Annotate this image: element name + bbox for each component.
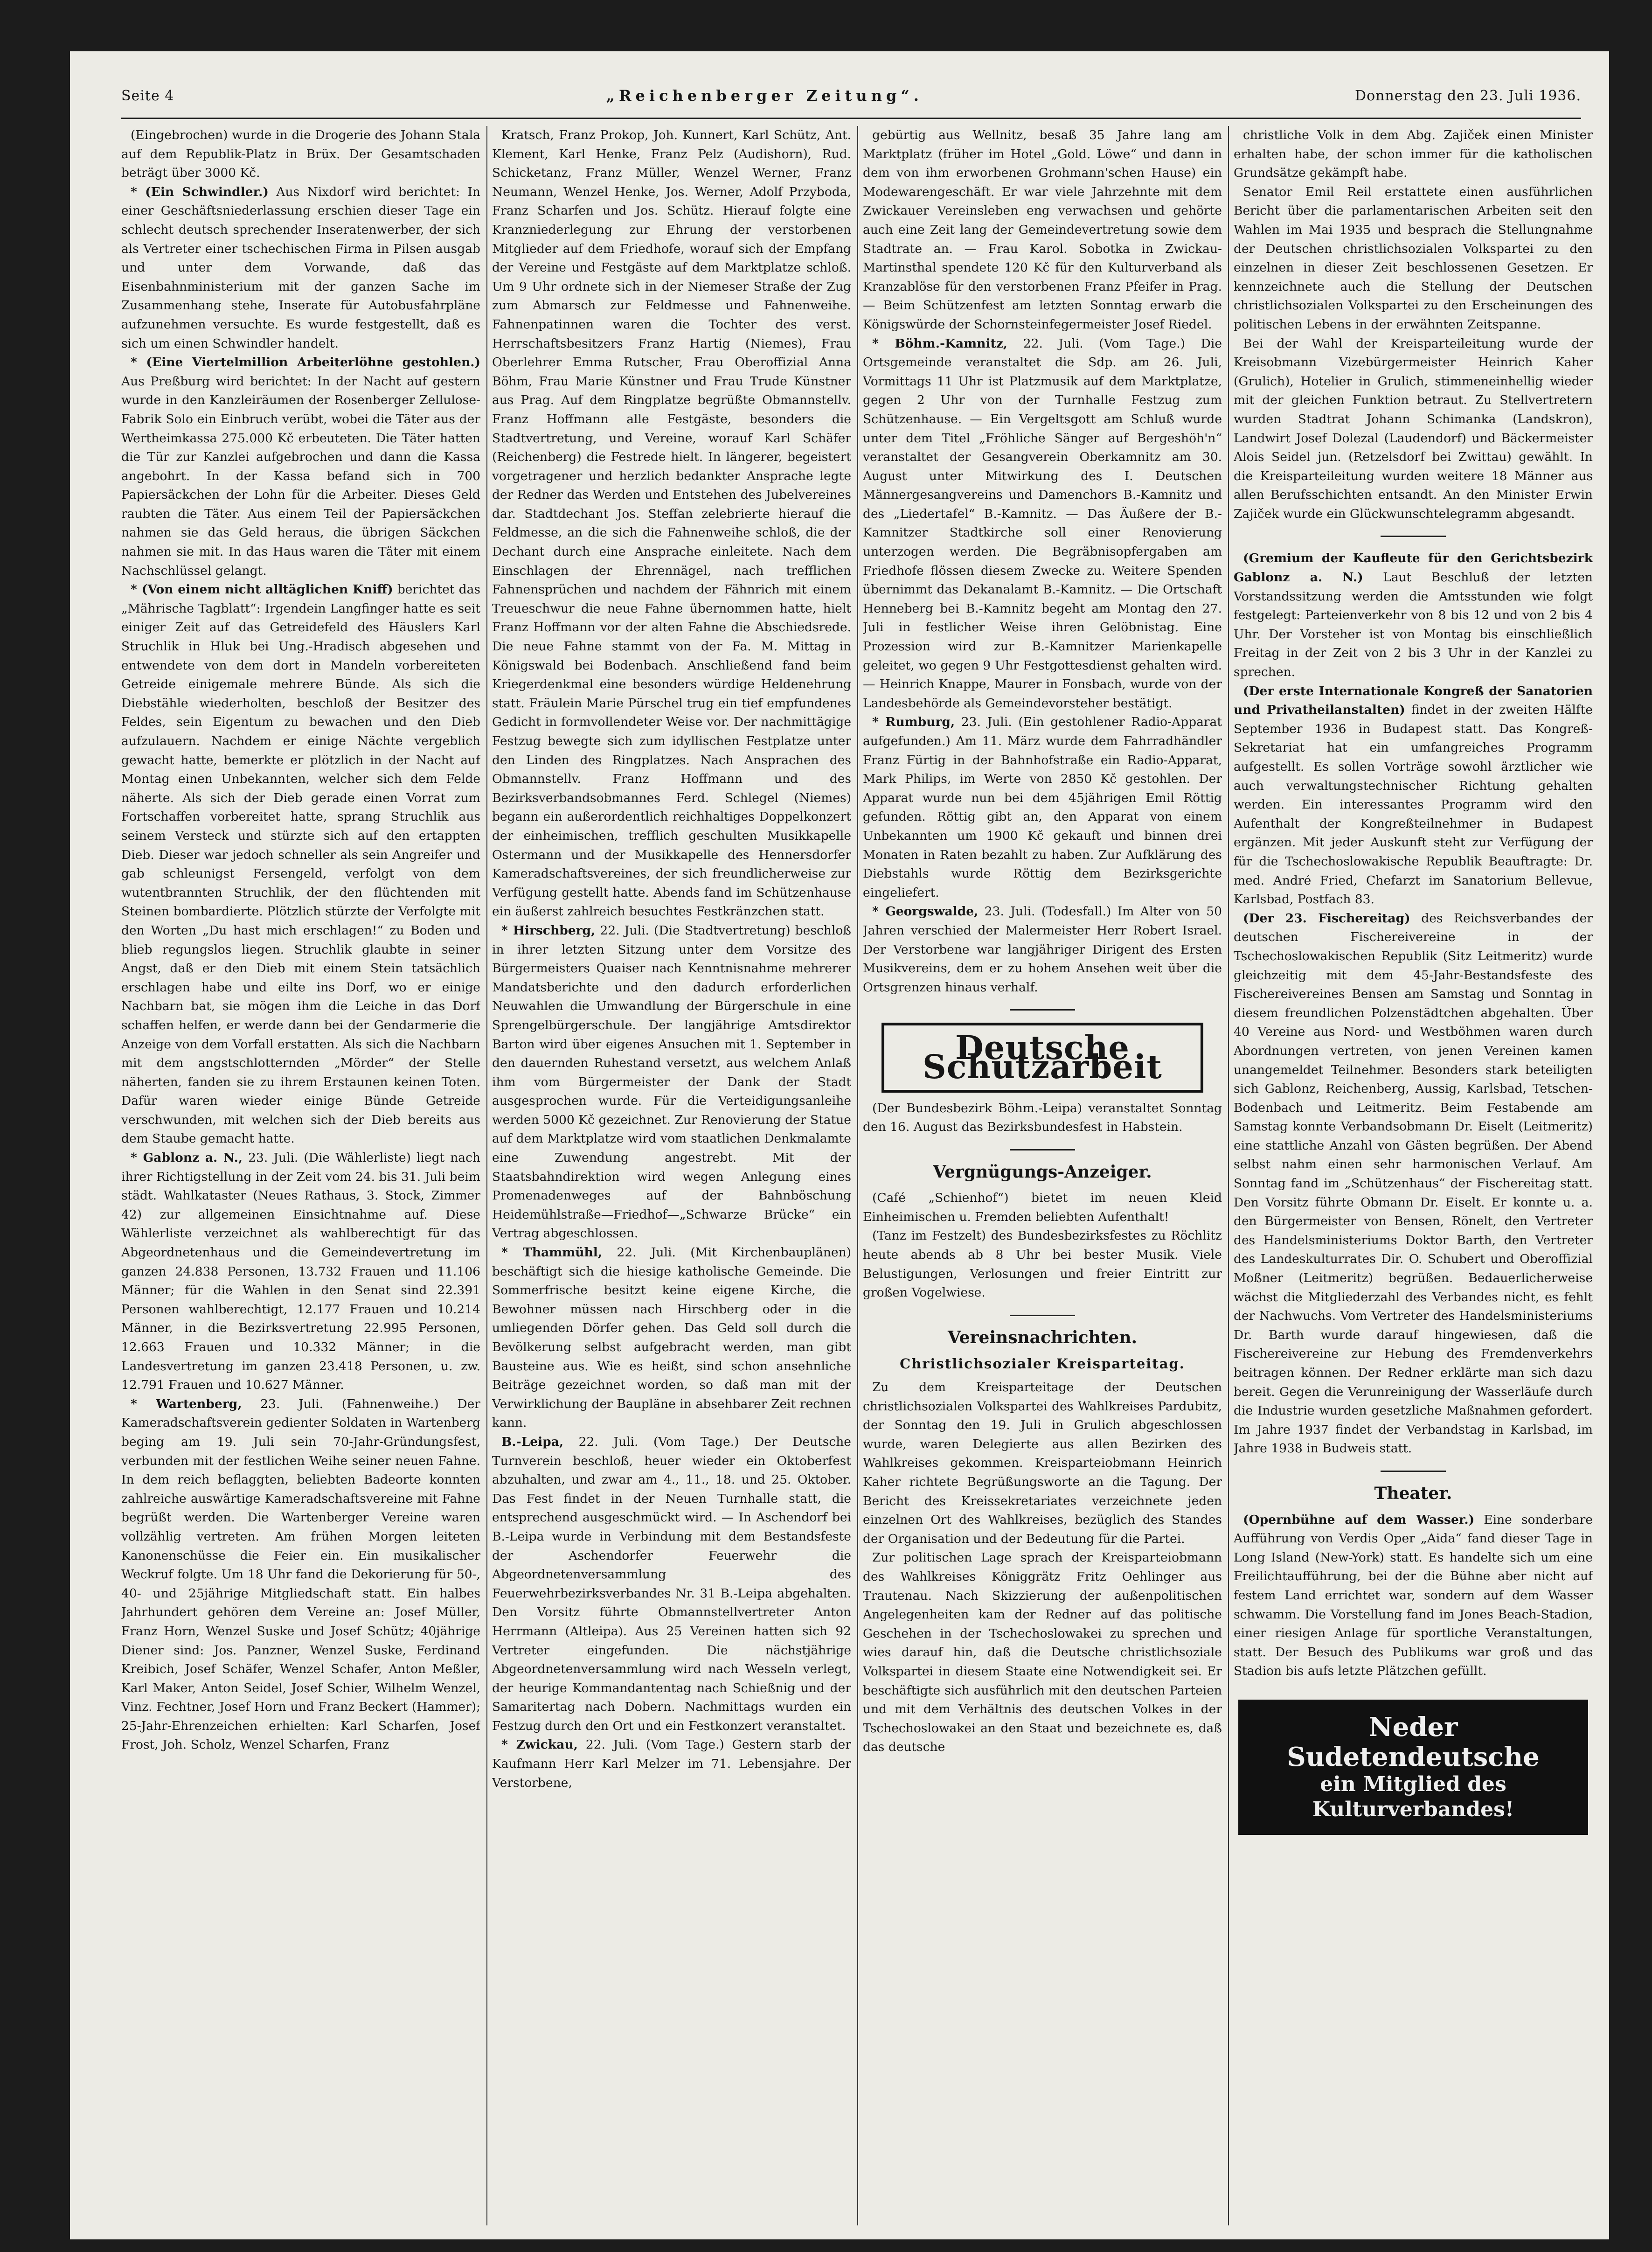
article: Zu dem Kreisparteitage der Deutschen christlichsozialen Volkspartei des Wahlkreises Pardubitz, der Sonntag den 19. Juli in Grulich abgeschlossen wurde, waren Delegierte aus allen Bezirken des Wahlkreises gekommen. Kreisparteiobmann Heinrich Kaher richtete Begrüßungsworte an die Tagung. Der Bericht des Kreissekretariates verzeichnete jeden einzelnen Ort des Wahlkreises, bezüglich des Standes der Organisation und der Bedeutung für die Partei.	[863, 1380, 1222, 1546]
section-rule	[1010, 1009, 1075, 1011]
notice: (Café „Schienhof“) bietet im neuen Kleid Einheimischen u. Fremden beliebten Aufenthalt!	[863, 1191, 1222, 1224]
column-1	[121, 126, 480, 2225]
advertisement-banner	[1238, 1700, 1588, 1835]
article: * Gablonz a. N., 23. Juli. (Die Wählerliste) liegt nach ihrer Richtigstellung in der Zeit vom 24. bis 31. Juli beim städt. Wahlkataster (Neues Rathaus, 3. Stock, Zimmer 42) zur allgemeinen Einsichtnahme auf. Diese Wählerliste verzeichnet als wahlberechtigt für das Abgeordnetenhaus und die Gemeindevertretung im ganzen 24.838 Personen, 13.732 Frauen und 11.106 Männer; für die Wahlen in den Senat sind 22.391 Personen wahlberechtigt, 12.177 Frauen und 10.214 Männer, in die Bezirksvertretung 22.995 Personen, 12.663 Frauen und 10.332 Männer; in die Landesvertretung im ganzen 23.418 Personen, u. zw. 12.791 Frauen und 10.627 Männer.	[121, 1150, 480, 1393]
page-header	[121, 79, 1581, 112]
issue-date: Donnerstag den 23. Juli 1936.	[1355, 87, 1581, 104]
article: B.-Leipa, 22. Juli. (Vom Tage.) Der Deutsche Turnverein beschloß, heuer wieder ein Oktoberfest abzuhalten, und zwar am 4., 11., 18. und 25. Oktober. Das Fest findet in der Neuen Turnhalle statt, die entsprechend ausgeschmückt wird. — In Aschendorf bei B.-Leipa wurde in Verbindung mit dem Bestandsfeste der Aschendorfer Feuerwehr die Abgeordnetenversammlung des Feuerwehrbezirksverbandes Nr. 31 B.-Leipa abgehalten. Den Vorsitz führte Obmannstellvertreter Anton Herrmann (Altleipa). Aus 25 Vereinen hatten sich 92 Vertreter eingefunden. Die nächstjährige Abgeordnetenversammlung wird nach Wesseln verlegt, der heurige Kommandantentag nach Schießnig und der Samaritertag nach Dobern. Nachmittags wurden ein Festzug durch den Ort und ein Festkonzert veranstaltet.	[492, 1434, 851, 1733]
article: (Opernbühne auf dem Wasser.) Eine sonderbare Aufführung von Verdis Oper „Aida“ fand dieser Tage in Long Island (New-York) statt. Es handelte sich um eine Freilichtaufführung, bei der die Bühne aber nicht auf festem Land errichtet war, sondern auf dem Wasser schwamm. Die Vorstellung fand im Jones Beach-Stadion, einer riesigen Anlage für sportliche Veranstaltungen, statt. Der Besuch des Publikums war groß und das Stadion bis aufs letzte Plätzchen gefüllt.	[1234, 1512, 1593, 1679]
article: (Eingebrochen) wurde in die Drogerie des Johann Stala auf dem Republik-Platz in Brüx. Der Gesamtschaden beträgt über 3000 Kč.	[121, 128, 480, 181]
column-4	[1234, 126, 1593, 2225]
article: * (Eine Viertelmillion Arbeiterlöhne gestohlen.) Aus Preßburg wird berichtet: In der Nacht auf gestern wurde in den Kanzleiräumen der Rosenberger Zellulose-Fabrik Solo ein Einbruch verübt, wobei die Täter aus der Wertheimkassa 275.000 Kč erbeuteten. Die Täter hatten die Tür zur Kanzlei aufgebrochen und dann die Kassa angebohrt. In der Kassa befand sich in 700 Papiersäckchen der Lohn für die Arbeiter. Dieses Geld raubten die Täter. Aus einem Teil der Papiersäckchen nahmen sie das Geld heraus, die übrigen Säckchen nahmen sie mit. In das Haus waren die Täter mit einem Nachschlüssel gelangt.	[121, 355, 480, 578]
article: * Thammühl, 22. Juli. (Mit Kirchenbauplänen) beschäftigt sich die hiesige katholische Gemeinde. Die Sommerfrische besitzt keine eigene Kirche, die Bewohner müssen nach Hirschberg oder in die umliegenden Dörfer gehen. Das Geld soll durch die Bevölkerung selbst aufgebracht werden, man gibt Bausteine aus. Wie es heißt, sind schon ansehnliche Beiträge gezeichnet worden, so daß man mit der Verwirklichung der Baupläne in absehbarer Zeit rechnen kann.	[492, 1245, 851, 1430]
article: (Der 23. Fischereitag) des Reichsverbandes der deutschen Fischereivereine in der Tschechoslowakischen Republik (Sitz Leitmeritz) wurde gleichzeitig mit dem 45-Jahr-Bestandsfeste des Fischereivereines Bensen am Samstag und Sonntag in diesem freundlichen Polzenstädtchen abgehalten. Über 40 Vereine aus Nord- und Westböhmen waren durch Abordnungen vertreten, von jenen Vereinen kamen unangemeldet Teilnehmer. Besonders stark beteiligten sich Gablonz, Reichenberg, Aussig, Karlsbad, Tetschen-Bodenbach und Leitmeritz. Beim Festabende am Samstag konnte Verbandsobmann Dr. Eiselt (Leitmeritz) eine stattliche Anzahl von Gästen begrüßen. Der Abend selbst nahm einen sehr harmonischen Verlauf. Am Sonntag fand im „Schützenhaus“ der Fischereitag statt. Den Vorsitz führte Obmann Dr. Eiselt. Er konnte u. a. den Bürgermeister von Bensen, Rönelt, den Vertreter des Handelsministeriums Doktor Barth, den Vertreter des Landeskulturrates Dir. O. Schubert und Oberoffizial Moßner (Leitmeritz) begrüßen. Bedauerlicherweise wächst die Mitgliederzahl des Verbandes nicht, es fehlt der Nachwuchs. Vom Vertreter des Handelsministeriums Dr. Barth wurde darauf hingewiesen, daß die Fischereivereine zur Hebung des Fremdenverkehrs beitragen können. Der Redner erklärte man sich dazu bereit. Gegen die Verunreinigung der Wasserläufe durch die Industrie wurden gesetzliche Maßnahmen gefordert. Im Jahre 1937 findet der Verbandstag in Karlsbad, im Jahre 1938 in Budweis statt.	[1234, 911, 1593, 1456]
article: (Der erste Internationale Kongreß der Sanatorien und Privatheilanstalten) findet in der zweiten Hälfte September 1936 in Budapest statt. Das Kongreß-Sekretariat hat ein umfangreiches Programm aufgestellt. Es sollen Vorträge sowohl ärztlicher wie auch verwaltungstechnischer Richtung gehalten werden. Ein interessantes Programm wird den Aufenthalt der Kongreßteilnehmer in Budapest ergänzen. Mit jeder Auskunft steht zur Verfügung der für die Tschechoslowakische Republik Beauftragte: Dr. med. André Fried, Chefarzt im Sanatorium Bellevue, Karlsbad, Postfach 83.	[1234, 683, 1593, 907]
article: gebürtig aus Wellnitz, besaß 35 Jahre lang am Marktplatz (früher im Hotel „Gold. Löwe“ und dann in dem von ihm erworbenen Grohmann'schen Hause) ein Modewarengeschäft. Er war viele Jahrzehnte mit dem Zwickauer Vereinsleben eng verwachsen und gehörte auch eine Zeit lang der Gemeindevertretung sowie dem Stadtrate an. — Frau Karol. Sobotka in Zwickau-Martinsthal spendete 120 Kč für den Kulturverband als Kranzablöse für den verstorbenen Franz Pfeifer in Prag. — Beim Schützenfest am letzten Sonntag erwarb die Königswürde der Schornsteinfegermeister Josef Riedel.	[863, 128, 1222, 332]
section-rule	[1381, 536, 1446, 537]
ad-line: Neder Sudetendeutsche	[1287, 1711, 1540, 1772]
article: * (Von einem nicht alltäglichen Kniff) berichtet das „Mährische Tagblatt“: Irgendein Langfinger hatte es seit einiger Zeit auf das Getreidefeld des Häuslers Karl Struchlik in Hluk bei Ung.-Hradisch abgesehen und entwendete von dem dort in Mandeln vorbereiteten Getreide einigemale mehrere Bünde. Als sich die Diebstähle wiederholten, beschloß der Besitzer des Feldes, sein Eigentum zu bewachen und den Dieb aufzulauern. Nachdem er einige Nächte vergeblich gewacht hatte, bemerkte er plötzlich in der Nacht auf Montag einen Unbekannten, welcher sich dem Felde näherte. Als sich der Dieb gerade einen Vorrat zum Fortschaffen vorbereitet hatte, sprang Struchlik aus seinem Versteck und stürzte sich auf den ertappten Dieb. Dieser war jedoch schneller als sein Angreifer und gab schleunigst Fersengeld, verfolgt von dem wutentbrannten Struchlik, der den flüchtenden mit Steinen bombardierte. Plötzlich stürzte der Verfolgte mit den Worten „Du hast mich erschlagen!“ zu Boden und blieb regungslos liegen. Struchlik glaubte in seiner Angst, daß er den Dieb mit einem Stein tatsächlich erschlagen habe und eilte ins Dorf, wo er einige Nachbarn bat, sie mögen ihm die Leiche in das Dorf schaffen helfen, er werde dann bei der Gendarmerie die Anzeige von dem Vorfall erstatten. Als sich die Nachbarn mit dem angstschlotternden „Mörder“ der Stelle näherten, fanden sie zu ihrem Erstaunen keinen Toten. Dafür waren wieder einige Bünde Getreide verschwunden, mit welchen sich der Dieb bereits aus dem Staube gemacht hatte.	[121, 582, 480, 1146]
article: * Hirschberg, 22. Juli. (Die Stadtvertretung) beschloß in ihrer letzten Sitzung unter dem Vorsitze des Bürgermeisters Quaiser nach Kenntnisnahme mehrerer Mandatsberichte und den dadurch erforderlichen Neuwahlen die Umwandlung der Bürgerschule in eine Sprengelbürgerschule. Der langjährige Amtsdirektor Barton wird über eigenes Ansuchen mit 1. September in den dauernden Ruhestand versetzt, aus welchem Anlaß ihm vom Bürgermeister der Dank der Stadt ausgesprochen wurde. Für die Verteidigungsanleihe werden 5000 Kč gezeichnet. Zur Renovierung der Statue auf dem Marktplatze wird vom staatlichen Denkmalamte eine Zuwendung angestrebt. Mit der Staatsbahndirektion wird wegen Anlegung eines Promenadenweges auf der Bahnböschung Heidemühlstraße—Friedhof—„Schwarze Brücke“ ein Vertrag abgeschlossen.	[492, 923, 851, 1241]
section-subtitle: Christlichsozialer Kreisparteitag.	[900, 1356, 1185, 1372]
column-divider	[857, 126, 858, 2225]
notice: (Tanz im Festzelt) des Bundesbezirksfestes zu Röchlitz heute abends ab 8 Uhr bei bester Musik. Viele Belustigungen, Verlosungen und freier Eintritt zur großen Vogelwiese.	[863, 1228, 1222, 1300]
column-divider	[486, 126, 487, 2225]
column-3	[863, 126, 1222, 2225]
section-title: Vergnügungs-Anzeiger.	[933, 1162, 1152, 1182]
header-rule	[121, 118, 1581, 119]
section-rule	[1381, 1471, 1446, 1472]
article: * Zwickau, 22. Juli. (Vom Tage.) Gestern starb der Kaufmann Herr Karl Melzer im 71. Lebensjahre. Der Verstorbene,	[492, 1737, 851, 1790]
article: Kratsch, Franz Prokop, Joh. Kunnert, Karl Schütz, Ant. Klement, Karl Henke, Franz Pelz (Audishorn), Rud. Schicketanz, Franz Müller, Wenzel Werner, Franz Neumann, Wenzel Henke, Jos. Werner, Adolf Przyboda, Franz Scharfen und Jos. Schütz. Hierauf folgte eine Kranzniederlegung zur Ehrung der verstorbenen Mitglieder auf dem Friedhofe, worauf sich der Empfang der Vereine und Festgäste auf dem Marktplatze schloß. Um 9 Uhr ordnete sich in der Niemeser Straße der Zug zum Abmarsch zur Feldmesse und Fahnenweihe. Fahnenpatinnen waren die Tochter des verst. Herrschaftsbesitzers Franz Hartig (Niemes), Frau Oberlehrer Emma Rutscher, Frau Oberoffizial Anna Böhm, Frau Marie Künstner und Frau Trude Künstner aus Prag. Auf dem Ringplatze begrüßte Obmannstellv. Franz Hoffmann alle Festgäste, besonders die Stadtvertretung, und Vereine, worauf Karl Schäfer (Reichenberg) die Festrede hielt. In längerer, begeistert vorgetragener und herzlich bedankter Ansprache legte der Redner das Werden und Entstehen des Jubelvereines dar. Stadtdechant Jos. Steffan zelebrierte hierauf die Feldmesse, an die sich die Fahnenweihe schloß, die der Dechant durch eine Ansprache einleitete. Nach dem Einschlagen der Ehrennägel, nach trefflichen Fahnensprüchen und nachdem der Fähnrich mit einem Treueschwur die neue Fahne übernommen hatte, hielt Franz Hoffmann vor der alten Fahne die Abschiedsrede. Die neue Fahne stammt von der Fa. M. Mittag in Königswald bei Bodenbach. Anschließend fand beim Kriegerdenkmal eine besonders würdige Heldenehrung statt. Fräulein Marie Pürschel trug ein tief empfundenes Gedicht in formvollendeter Weise vor. Der nachmittägige Festzug bewegte sich zum idyllischen Festplatze unter den Linden des Ringplatzes. Nach Ansprachen des Obmannstellv. Franz Hoffmann und des Bezirksverbandsobmannes Ferd. Schlegel (Niemes) begann ein außerordentlich reichhaltiges Doppelkonzert der einheimischen, trefflich geschulten Musikkapelle Ostermann und der Musikkapelle des Hennersdorfer Kameradschaftsvereines, der sich freundlicherweise zur Verfügung gestellt hatte. Abends fand im Schützenhause ein äußerst zahlreich besuchtes Festkränzchen statt.	[492, 128, 851, 919]
column-divider	[1228, 126, 1229, 2225]
article: (Gremium der Kaufleute für den Gerichtsbezirk Gablonz a. N.) Laut Beschluß der letzten Vorstandssitzung werden die Amtsstunden wie folgt festgelegt: Parteienverkehr von 8 bis 12 und von 2 bis 4 Uhr. Der Vorsteher ist von Montag bis einschließlich Freitag in der Zeit von 2 bis 3 Uhr in der Kanzlei zu sprechen.	[1234, 551, 1593, 680]
article: Zur politischen Lage sprach der Kreisparteiobmann des Wahlkreises Königgrätz Fritz Oehlinger aus Trautenau. Nach Skizzierung der außenpolitischen Angelegenheiten kam der Redner auf das politische Geschehen in der Tschechoslowakei zu sprechen und wies darauf hin, daß die Deutsche christlichsoziale Volkspartei in diesem Staate eine Notwendigkeit sei. Er beschäftigte sich ausführlich mit den deutschen Parteien und mit dem Verhältnis des deutschen Volkes in der Tschechoslowakei an den Staat und bezeichnete es, daß das deutsche	[863, 1550, 1222, 1755]
section-title: Vereinsnachrichten.	[947, 1327, 1138, 1347]
column-2	[492, 126, 851, 2225]
article: * Böhm.-Kamnitz, 22. Juli. (Vom Tage.) Die Ortsgemeinde veranstaltet die Sdp. am 26. Juli, Vormittags 11 Uhr ist Platzmusik auf dem Marktplatze, gegen 2 Uhr von der Turnhalle Festzug zum Schützenhause. — Ein Vergeltsgott am Schluß wurde unter dem Titel „Fröhliche Sänger auf Bergeshöh'n“ veranstaltet der Gesangverein Oberkamnitz am 30. August unter Mitwirkung des I. Deutschen Männergesangvereins und Damenchors B.-Kamnitz und des „Liedertafel“ B.-Kamnitz. — Das Äußere der B.-Kamnitzer Stadtkirche soll einer Renovierung unterzogen werden. Die Begräbnisopfergaben am Friedhofe flössen diesem Zwecke zu. Weitere Spenden übernimmt das Dekanalamt B.-Kamnitz. — Die Ortschaft Henneberg bei B.-Kamnitz begeht am Montag den 27. Juli in festlicher Weise ihren Gelöbnistag. Eine Prozession wird zur B.-Kamnitzer Marienkapelle geleitet, wo gegen 9 Uhr Festgottesdienst gehalten wird. — Heinrich Knappe, Maurer in Fonsbach, wurde von der Landesbehörde als Gemeindevorsteher bestätigt.	[863, 336, 1222, 711]
newspaper-page	[70, 51, 1609, 2239]
section-box-title: Deutsche Schutzarbeit	[882, 1023, 1203, 1092]
section-rule	[1010, 1149, 1075, 1150]
page-number: Seite 4	[121, 87, 174, 104]
article: * Wartenberg, 23. Juli. (Fahnenweihe.) Der Kameradschaftsverein gedienter Soldaten in Wartenberg beging am 19. Juli sein 70-Jahr-Gründungsfest, verbunden mit der festlichen Weihe seiner neuen Fahne. In dem reich beflaggten, beliebten Badeorte konnten zahlreiche auswärtige Kameradschaftsvereine mit Fahne begrüßt werden. Die Wartenberger Vereine waren vollzählig vertreten. Am frühen Morgen leiteten Kanonenschüsse die Feier ein. Ein musikalischer Weckruf folgte. Um 18 Uhr fand die Dekorierung für 50-, 40- und 25jährige Mitgliedschaft statt. Ein halbes Jahrhundert gehören dem Vereine an: Josef Müller, Franz Horn, Wenzel Suske und Josef Schütz; 40jährige Diener sind: Jos. Panzner, Wenzel Suske, Ferdinand Kreibich, Josef Schäfer, Wenzel Schafer, Anton Meßler, Karl Maker, Anton Seidel, Josef Schier, Wilhelm Wenzel, Vinz. Fechtner, Josef Horn und Franz Beckert (Hammer); 25-Jahr-Ehrenzeichen erhielten: Karl Scharfen, Josef Frost, Joh. Scholz, Wenzel Scharfen, Franz	[121, 1396, 480, 1752]
newspaper-title: „Reichenberger Zeitung“.	[606, 87, 923, 105]
article: * Georgswalde, 23. Juli. (Todesfall.) Im Alter von 50 Jahren verschied der Malermeister Herr Robert Israel. Der Verstorbene war langjähriger Dirigent des Ersten Musikvereins, dem er zu hohem Ansehen weit über die Ortsgrenzen hinaus verhalf.	[863, 904, 1222, 995]
section-rule	[1010, 1315, 1075, 1316]
article: * (Ein Schwindler.) Aus Nixdorf wird berichtet: In einer Geschäftsniederlassung erschien dieser Tage ein schlecht deutsch sprechender Inseratenwerber, der sich als Vertreter einer tschechischen Firma in Pilsen ausgab und unter dem Vorwande, daß das Eisenbahnministerium mit der ganzen Sache im Zusammenhang stehe, Inserate für Autobusfahrpläne aufzunehmen versuchte. Es wurde festgestellt, daß es sich um einen Schwindler handelt.	[121, 184, 480, 351]
article: Bei der Wahl der Kreisparteileitung wurde der Kreisobmann Vizebürgermeister Heinrich Kaher (Grulich), Hotelier in Grulich, stimmeneinhellig wieder mit der gleichen Funktion betraut. Zu Stellvertretern wurden Stadtrat Johann Schimanka (Landskron), Landwirt Josef Dolezal (Laudendorf) und Bäckermeister Alois Seidel jun. (Retzelsdorf bei Zwittau) gewählt. In die Kreisparteileitung wurden weitere 18 Männer aus allen Berufsschichten entsandt. An den Minister Erwin Zajiček wurde ein Glückwunschtelegramm abgesandt.	[1234, 336, 1593, 521]
ad-line: ein Mitglied des Kulturverbandes!	[1312, 1772, 1514, 1821]
article: Senator Emil Reil erstattete einen ausführlichen Bericht über die parlamentarischen Arbeiten seit den Wahlen im Mai 1935 und besprach die Stellungnahme der Deutschen christlichsozialen Volkspartei zu den einzelnen in dieser Zeit beschlossenen Gesetzen. Er kennzeichnete auch die Stellung der Deutschen christlichsozialen Volkspartei zu den Erscheinungen des politischen Lebens in der erwähnten Zeitspanne.	[1234, 184, 1593, 332]
article: * Rumburg, 23. Juli. (Ein gestohlener Radio-Apparat aufgefunden.) Am 11. März wurde dem Fahrradhändler Franz Fürtig in der Bahnhofstraße ein Radio-Apparat, Mark Philips, im Werte von 2850 Kč gestohlen. Der Apparat wurde nun bei dem 45jährigen Emil Röttig gefunden. Röttig gibt an, den Apparat von einem Unbekannten um 1900 Kč gekauft und binnen drei Monaten in Raten bezahlt zu haben. Zur Aufklärung des Diebstahls wurde Röttig dem Bezirksgerichte eingeliefert.	[863, 715, 1222, 900]
article: christliche Volk in dem Abg. Zajiček einen Minister erhalten habe, der schon immer für die katholischen Grundsätze gekämpft habe.	[1234, 128, 1593, 181]
section-title: Theater.	[1374, 1483, 1452, 1503]
notice: (Der Bundesbezirk Böhm.-Leipa) veranstaltet Sonntag den 16. August das Bezirksbundesfest in Habstein.	[863, 1101, 1222, 1135]
